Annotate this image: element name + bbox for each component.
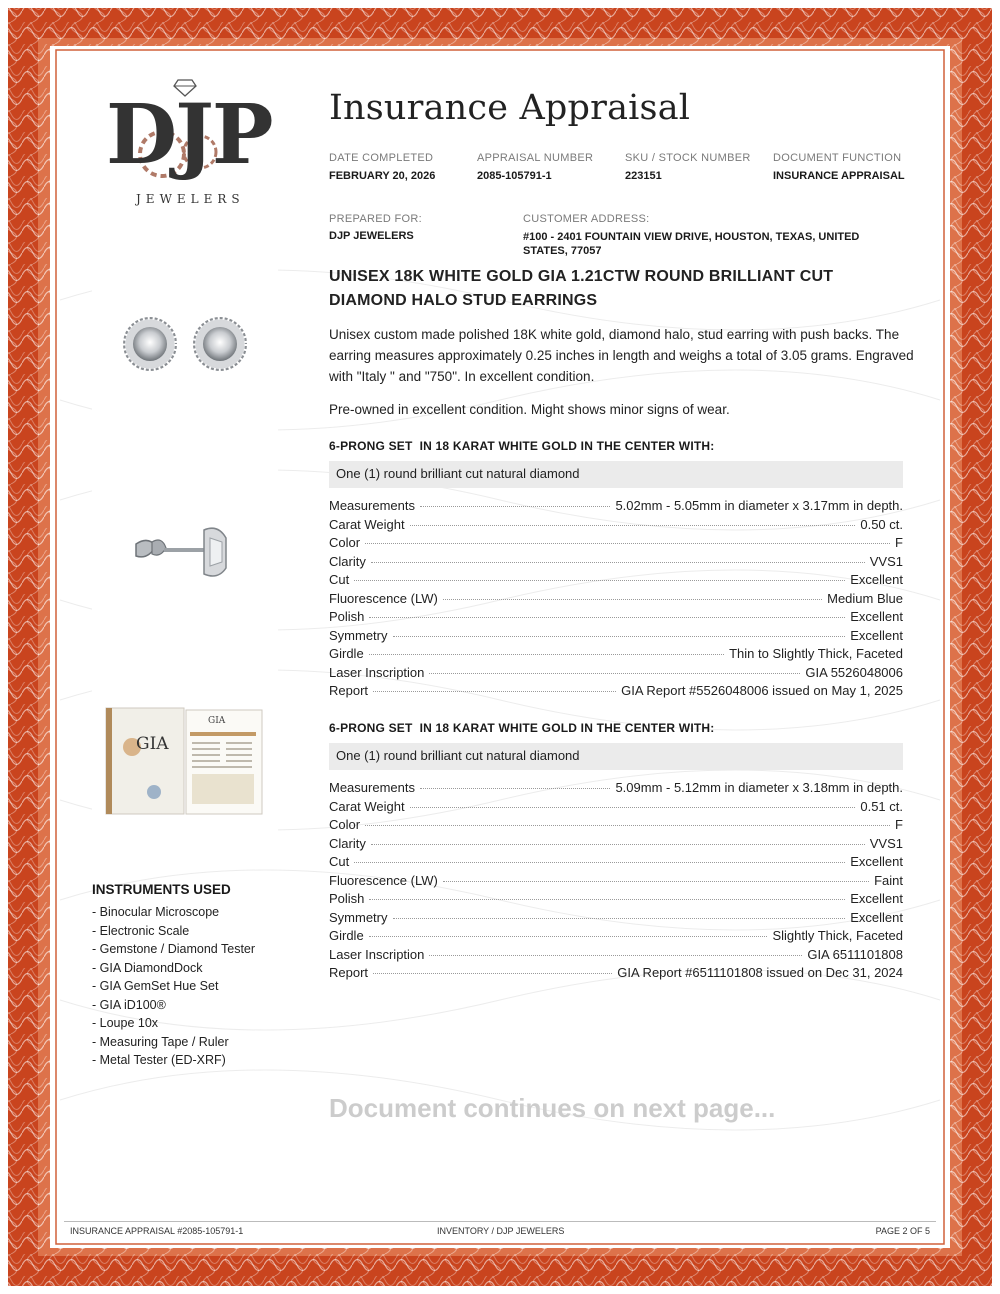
spec-label: Girdle <box>329 928 364 943</box>
customer-address-value: #100 - 2401 FOUNTAIN VIEW DRIVE, HOUSTON, TEXAS, UNITED STATES, 77057 <box>523 231 860 257</box>
spec-value: Thin to Slightly Thick, Faceted <box>729 646 903 661</box>
spec-value: 0.50 ct. <box>860 516 903 532</box>
product-title: UNISEX 18K WHITE GOLD GIA 1.21CTW ROUND BRILLIANT CUT DIAMOND HALO STUD EARRINGS <box>329 268 834 309</box>
instrument-item: - Metal Tester (ED-XRF) <box>92 1053 226 1067</box>
customer-address-label: CUSTOMER ADDRESS: <box>523 213 650 225</box>
meta-value-sku: 223151 <box>625 170 662 182</box>
dot-leader <box>429 955 802 956</box>
dot-leader <box>371 844 865 845</box>
spec-row <box>329 591 903 610</box>
stone-2-summary-band <box>329 743 903 770</box>
spec-row <box>329 947 903 966</box>
meta-label-appraisal: APPRAISAL NUMBER <box>477 152 594 164</box>
spec-label: Carat Weight <box>329 516 405 532</box>
spec-value: 5.02mm - 5.05mm in diameter x 3.17mm in depth. <box>615 498 903 513</box>
spec-value: Excellent <box>850 891 903 906</box>
footer-right: PAGE 2 OF 5 <box>875 1226 930 1236</box>
dot-leader <box>393 918 846 919</box>
spec-label: Fluorescence (LW) <box>329 872 438 888</box>
spec-row <box>329 928 903 947</box>
dot-leader <box>354 862 845 863</box>
spec-label: Report <box>329 965 369 980</box>
djp-logo <box>100 74 270 214</box>
stone-2-summary: One (1) round brilliant cut natural diamond <box>336 748 580 763</box>
gia-logo-text: GIA <box>136 734 169 754</box>
spec-row <box>329 646 903 665</box>
instrument-item: - GIA DiamondDock <box>92 960 203 975</box>
spec-label: Measurements <box>329 498 415 513</box>
spec-row <box>329 873 903 892</box>
spec-label: Report <box>329 683 369 698</box>
earrings-front-photo <box>92 252 278 438</box>
product-condition: Pre-owned in excellent condition. Might shows minor signs of wear. <box>329 402 730 417</box>
spec-value: VVS1 <box>869 835 903 851</box>
spec-value: Excellent <box>850 627 903 643</box>
spec-row <box>329 965 903 984</box>
prepared-for-label: PREPARED FOR: <box>329 213 422 225</box>
meta-label-function: DOCUMENT FUNCTION <box>773 152 902 164</box>
spec-label: Symmetry <box>329 909 388 925</box>
dot-leader <box>369 899 845 900</box>
meta-value-appraisal: 2085-105791-1 <box>477 170 552 182</box>
gia-report-photo <box>92 664 278 850</box>
spec-value: F <box>895 535 903 550</box>
spec-label: Measurements <box>329 780 415 795</box>
continues-note: Document continues on next page... <box>329 1093 776 1123</box>
dot-leader <box>420 506 610 507</box>
instrument-item: - Measuring Tape / Ruler <box>92 1034 229 1049</box>
stone-2-heading: 6-PRONG SET IN 18 KARAT WHITE GOLD IN THE CENTER WITH: <box>329 721 715 735</box>
spec-label: Clarity <box>329 835 366 851</box>
logo-sub: JEWELERS <box>136 192 245 206</box>
spec-label: Color <box>329 535 361 550</box>
dot-leader <box>365 543 890 544</box>
spec-value: Excellent <box>850 572 903 587</box>
spec-row <box>329 910 903 929</box>
spec-label: Color <box>329 817 361 832</box>
spec-row <box>329 683 903 702</box>
spec-value: Faint <box>874 872 903 888</box>
spec-value: Medium Blue <box>827 590 903 606</box>
dot-leader <box>443 881 869 882</box>
spec-label: Carat Weight <box>329 798 405 814</box>
dot-leader <box>354 580 845 581</box>
spec-label: Girdle <box>329 646 364 661</box>
dot-leader <box>410 807 856 808</box>
footer-center: INVENTORY / DJP JEWELERS <box>437 1226 565 1236</box>
spec-row <box>329 498 903 517</box>
spec-value: 0.51 ct. <box>860 798 903 814</box>
prepared-for-value: DJP JEWELERS <box>329 230 414 242</box>
dot-leader <box>365 825 890 826</box>
spec-row <box>329 535 903 554</box>
spec-label: Symmetry <box>329 627 388 643</box>
spec-row <box>329 665 903 684</box>
meta-label-sku: SKU / STOCK NUMBER <box>625 152 751 164</box>
dot-leader <box>420 788 610 789</box>
spec-label: Clarity <box>329 553 366 569</box>
spec-value: GIA Report #5526048006 issued on May 1, 2025 <box>621 683 903 698</box>
dot-leader <box>373 973 612 974</box>
logo-brand: DJP <box>106 87 272 183</box>
earrings-front-image <box>92 252 278 438</box>
stone-2-specs <box>329 780 903 984</box>
meta-value-function: INSURANCE APPRAISAL <box>773 170 905 182</box>
dot-leader <box>429 673 800 674</box>
instrument-item: - Gemstone / Diamond Tester <box>92 942 256 956</box>
spec-row <box>329 517 903 536</box>
spec-row <box>329 554 903 573</box>
spec-label: Laser Inscription <box>329 946 425 962</box>
dot-leader <box>369 654 724 655</box>
dot-leader <box>410 525 856 526</box>
spec-label: Cut <box>329 572 350 587</box>
spec-value: Excellent <box>850 854 903 869</box>
meta-value-date: FEBRUARY 20, 2026 <box>329 170 436 182</box>
instruments-list <box>92 903 255 1070</box>
stone-1-heading: 6-PRONG SET IN 18 KARAT WHITE GOLD IN THE CENTER WITH: <box>329 439 715 453</box>
spec-label: Cut <box>329 854 350 869</box>
spec-row <box>329 854 903 873</box>
spec-row <box>329 799 903 818</box>
spec-row <box>329 891 903 910</box>
page-title: Insurance Appraisal <box>329 88 691 128</box>
dot-leader <box>393 636 846 637</box>
gia-report-image <box>92 664 278 850</box>
spec-row <box>329 572 903 591</box>
spec-value: F <box>895 817 903 832</box>
footer-divider <box>64 1221 936 1222</box>
spec-label: Polish <box>329 609 365 624</box>
spec-row <box>329 836 903 855</box>
stone-1-specs <box>329 498 903 702</box>
instrument-item: - Binocular Microscope <box>92 905 220 919</box>
instrument-item: - Electronic Scale <box>92 923 190 938</box>
footer-left: INSURANCE APPRAISAL #2085-105791-1 <box>70 1226 244 1236</box>
stone-1-summary-band <box>329 461 903 488</box>
instruments-heading: INSTRUMENTS USED <box>92 882 231 897</box>
spec-value: GIA Report #6511101808 issued on Dec 31, 2024 <box>617 965 903 980</box>
spec-value: GIA 6511101808 <box>807 946 903 962</box>
spec-label: Fluorescence (LW) <box>329 590 438 606</box>
spec-row <box>329 609 903 628</box>
earrings-side-photo <box>92 458 278 644</box>
dot-leader <box>373 691 616 692</box>
spec-value: GIA 5526048006 <box>805 664 903 680</box>
product-description: Unisex custom made polished 18K white gold, diamond halo, stud earring with push backs. The earring measures approximately 0.25 inches in length and weighs a total of 3.05 grams. Engraved with "Italy " and "750". In excellent condition. <box>329 327 914 384</box>
spec-value: 5.09mm - 5.12mm in diameter x 3.18mm in depth. <box>615 780 903 795</box>
gia-logo-text-small: GIA <box>208 716 226 726</box>
dot-leader <box>443 599 822 600</box>
spec-value: Excellent <box>850 609 903 624</box>
spec-row <box>329 817 903 836</box>
dot-leader <box>369 617 845 618</box>
spec-label: Polish <box>329 891 365 906</box>
spec-value: VVS1 <box>869 553 903 569</box>
earrings-side-image <box>92 458 278 644</box>
spec-value: Slightly Thick, Faceted <box>772 928 903 943</box>
spec-row <box>329 780 903 799</box>
spec-label: Laser Inscription <box>329 664 425 680</box>
instrument-item: - GIA GemSet Hue Set <box>92 979 219 993</box>
spec-row <box>329 628 903 647</box>
instrument-item: - GIA iD100® <box>92 997 166 1012</box>
dot-leader <box>371 562 865 563</box>
spec-value: Excellent <box>850 909 903 925</box>
meta-label-date: DATE COMPLETED <box>329 152 434 164</box>
instrument-item: - Loupe 10x <box>92 1016 159 1030</box>
stone-1-summary: One (1) round brilliant cut natural diamond <box>336 466 580 481</box>
dot-leader <box>369 936 768 937</box>
